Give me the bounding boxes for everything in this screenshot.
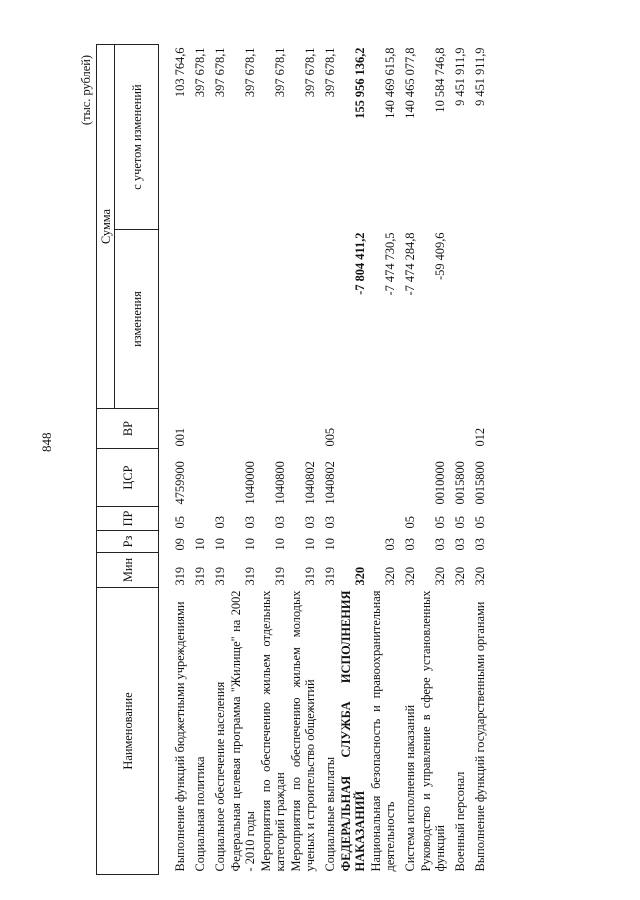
row-csr: 0010000 <box>433 461 447 505</box>
row-rz: 09 <box>173 538 187 551</box>
table-row <box>367 45 397 875</box>
row-csr: 1040800 <box>273 461 287 505</box>
row-rz: 03 <box>453 538 467 551</box>
row-csr <box>337 449 367 507</box>
table-header <box>97 45 159 875</box>
table-row <box>397 45 417 875</box>
header-min: Мин <box>97 553 159 588</box>
row-vr <box>187 409 207 449</box>
row-total: 10 584 746,8 <box>433 47 447 113</box>
row-total: 103 764,6 <box>173 47 187 98</box>
row-change <box>287 230 317 409</box>
table-row <box>467 45 487 875</box>
table-row <box>207 45 227 875</box>
row-change <box>227 230 257 409</box>
row-vr <box>447 409 467 449</box>
row-pr <box>337 507 367 531</box>
row-min: 320 <box>433 566 447 586</box>
row-csr: 0015800 <box>473 461 487 505</box>
row-change <box>257 230 287 409</box>
row-rz: 03 <box>473 538 487 551</box>
row-min: 320 <box>353 566 367 586</box>
units-label: (тыс. рублей) <box>79 55 93 126</box>
row-name: Социальная политика <box>193 756 207 872</box>
row-csr <box>367 449 397 507</box>
row-pr: 03 <box>243 516 257 529</box>
row-change <box>207 230 227 409</box>
row-min: 319 <box>243 566 257 586</box>
row-min: 319 <box>213 566 227 586</box>
row-pr: 05 <box>453 516 467 529</box>
row-total: 140 465 077,8 <box>403 47 417 119</box>
row-rz <box>337 531 367 553</box>
row-csr <box>187 449 207 507</box>
table-row <box>337 45 367 875</box>
row-total: 397 678,1 <box>273 47 287 98</box>
row-rz: 10 <box>323 538 337 551</box>
row-change <box>467 230 487 409</box>
row-change: -59 409,6 <box>433 232 447 280</box>
row-rz: 10 <box>273 538 287 551</box>
table-row <box>417 45 447 875</box>
row-vr: 005 <box>323 427 337 447</box>
header-pr: ПР <box>97 507 159 531</box>
table-row <box>287 45 317 875</box>
budget-table-page <box>79 45 576 875</box>
row-min: 320 <box>403 566 417 586</box>
row-csr: 0015800 <box>453 461 467 505</box>
row-vr <box>397 409 417 449</box>
row-min: 320 <box>473 566 487 586</box>
row-total: 397 678,1 <box>323 47 337 98</box>
row-name: Федеральная целевая программа "Жилище" на 2002 - 2010 годы <box>229 590 257 872</box>
header-vr: ВР <box>97 409 159 449</box>
table-row <box>187 45 207 875</box>
row-rz: 10 <box>193 538 207 551</box>
row-pr: 05 <box>173 516 187 529</box>
row-pr: 05 <box>433 516 447 529</box>
row-change: -7 474 730,5 <box>383 232 397 296</box>
row-vr <box>337 409 367 449</box>
row-total: 397 678,1 <box>243 47 257 98</box>
row-name: Мероприятия по обеспечению жильем молодых ученых и строительство общежитий <box>289 590 317 872</box>
row-change <box>187 230 207 409</box>
row-vr <box>227 409 257 449</box>
row-vr <box>257 409 287 449</box>
row-rz: 03 <box>403 538 417 551</box>
header-with-changes: с учетом изменений <box>115 45 159 230</box>
header-sum: Сумма <box>97 45 115 409</box>
row-total: 9 451 911,9 <box>473 47 487 106</box>
row-total: 155 956 136,2 <box>353 47 367 119</box>
row-total: 397 678,1 <box>213 47 227 98</box>
row-name: Социальное обеспечение населения <box>213 681 227 872</box>
row-name: Руководство и управление в сфере установленных функций <box>419 590 447 872</box>
row-name: Выполнение функций государственными органами <box>473 601 487 872</box>
header-rz: Рз <box>97 531 159 553</box>
header-name: Наименование <box>97 588 159 875</box>
row-vr <box>207 409 227 449</box>
row-name: ФЕДЕРАЛЬНАЯ СЛУЖБА ИСПОЛНЕНИЯ НАКАЗАНИЙ <box>339 590 367 872</box>
row-pr: 03 <box>303 516 317 529</box>
row-pr: 05 <box>473 516 487 529</box>
row-min: 320 <box>383 566 397 586</box>
row-min: 319 <box>173 566 187 586</box>
row-min: 319 <box>193 566 207 586</box>
row-vr <box>287 409 317 449</box>
row-change: -7 474 284,8 <box>403 232 417 296</box>
table-row <box>317 45 337 875</box>
table-row <box>227 45 257 875</box>
row-csr <box>207 449 227 507</box>
row-name: Военный персонал <box>453 771 467 872</box>
table-row <box>167 45 187 875</box>
row-csr: 1040802 <box>303 461 317 505</box>
budget-table <box>96 44 487 875</box>
row-min: 319 <box>323 566 337 586</box>
row-change <box>447 230 467 409</box>
row-min: 319 <box>273 566 287 586</box>
row-rz: 10 <box>213 538 227 551</box>
row-pr: 05 <box>403 516 417 529</box>
row-min: 319 <box>303 566 317 586</box>
row-name: Национальная безопасность и правоохранительная деятельность <box>369 590 397 872</box>
row-rz: 10 <box>243 538 257 551</box>
row-pr: 03 <box>273 516 287 529</box>
header-changes: изменения <box>115 230 159 409</box>
row-change: -7 804 411,2 <box>353 232 367 295</box>
row-csr: 4759900 <box>173 461 187 505</box>
row-rz: 03 <box>433 538 447 551</box>
row-name: Выполнение функций бюджетными учреждениями <box>173 601 187 872</box>
row-total: 397 678,1 <box>303 47 317 98</box>
row-total: 9 451 911,9 <box>453 47 467 106</box>
header-csr: ЦСР <box>97 449 159 507</box>
row-pr: 03 <box>213 516 227 529</box>
row-change <box>167 230 187 409</box>
row-vr <box>367 409 397 449</box>
row-rz: 03 <box>383 538 397 551</box>
row-csr: 1040000 <box>243 461 257 505</box>
row-name: Система исполнения наказаний <box>403 704 417 872</box>
row-vr: 012 <box>473 427 487 447</box>
table-row <box>257 45 287 875</box>
row-pr <box>367 507 397 531</box>
row-min: 320 <box>453 566 467 586</box>
row-change <box>317 230 337 409</box>
row-pr <box>187 507 207 531</box>
row-rz: 10 <box>303 538 317 551</box>
row-name: Социальные выплаты <box>323 756 337 872</box>
row-csr <box>397 449 417 507</box>
row-total: 397 678,1 <box>193 47 207 98</box>
page-number: 848 <box>39 432 54 452</box>
table-row <box>447 45 467 875</box>
row-csr: 1040802 <box>323 461 337 505</box>
row-vr <box>417 409 447 449</box>
row-total: 140 469 615,8 <box>383 47 397 119</box>
row-name: Мероприятия по обеспечению жильем отдельных категорий граждан <box>259 590 287 872</box>
table-body <box>159 45 488 875</box>
row-pr: 03 <box>323 516 337 529</box>
row-vr: 001 <box>173 427 187 447</box>
